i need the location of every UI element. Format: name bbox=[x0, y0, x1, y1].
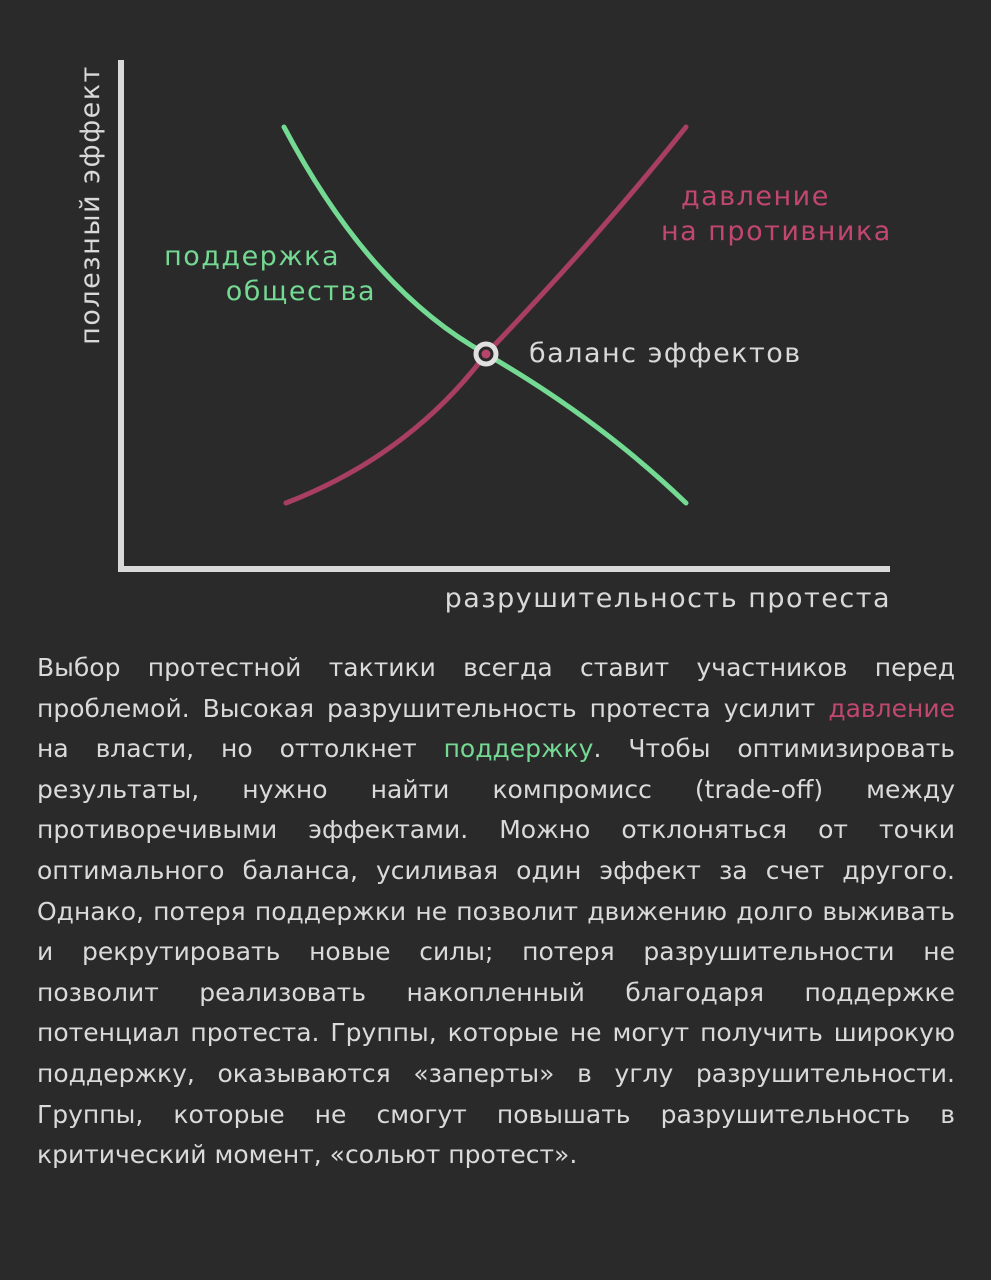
highlight-support: поддержку bbox=[443, 734, 594, 764]
paragraph-text-2: на власти, но оттолкнет bbox=[37, 734, 444, 764]
y-axis-label: полезный эффект bbox=[75, 65, 106, 345]
support-label-line2: общества bbox=[225, 276, 376, 307]
pressure-label-line2: на противника bbox=[661, 216, 892, 247]
support-label-line1: поддержка bbox=[164, 241, 340, 272]
paragraph-text-1: Выбор протестной тактики всегда ставит участников перед проблемой. Высокая разрушительность протеста усилит bbox=[37, 653, 955, 723]
balance-label: баланс эффектов bbox=[529, 338, 802, 369]
description-paragraph bbox=[37, 648, 955, 1176]
balance-point-marker bbox=[476, 344, 496, 364]
pressure-curve bbox=[286, 127, 686, 503]
highlight-pressure: давление bbox=[828, 693, 955, 723]
support-curve bbox=[284, 127, 686, 503]
paragraph-text-3: . Чтобы оптимизировать результаты, нужно найти компромисс (trade-off) между противоречивыми эффектами. Можно отклоняться от точки оптимального баланса, усиливая один эффект за счет другого. Однако, потеря поддержки не позволит движению долго выживать и рекрутировать новые силы; потеря разрушительности не позволит реализовать накопленный благодаря поддержке потенциал протеста. Группы, которые не могут получить широкую поддержку, оказываются «заперты» в углу разрушительности. Группы, которые не смогут повышать разрушительность в критический момент, «сольют протест». bbox=[37, 734, 956, 1170]
x-axis-label: разрушительность протеста bbox=[444, 583, 891, 614]
pressure-label-line1: давление bbox=[681, 181, 830, 212]
axes bbox=[121, 60, 890, 569]
